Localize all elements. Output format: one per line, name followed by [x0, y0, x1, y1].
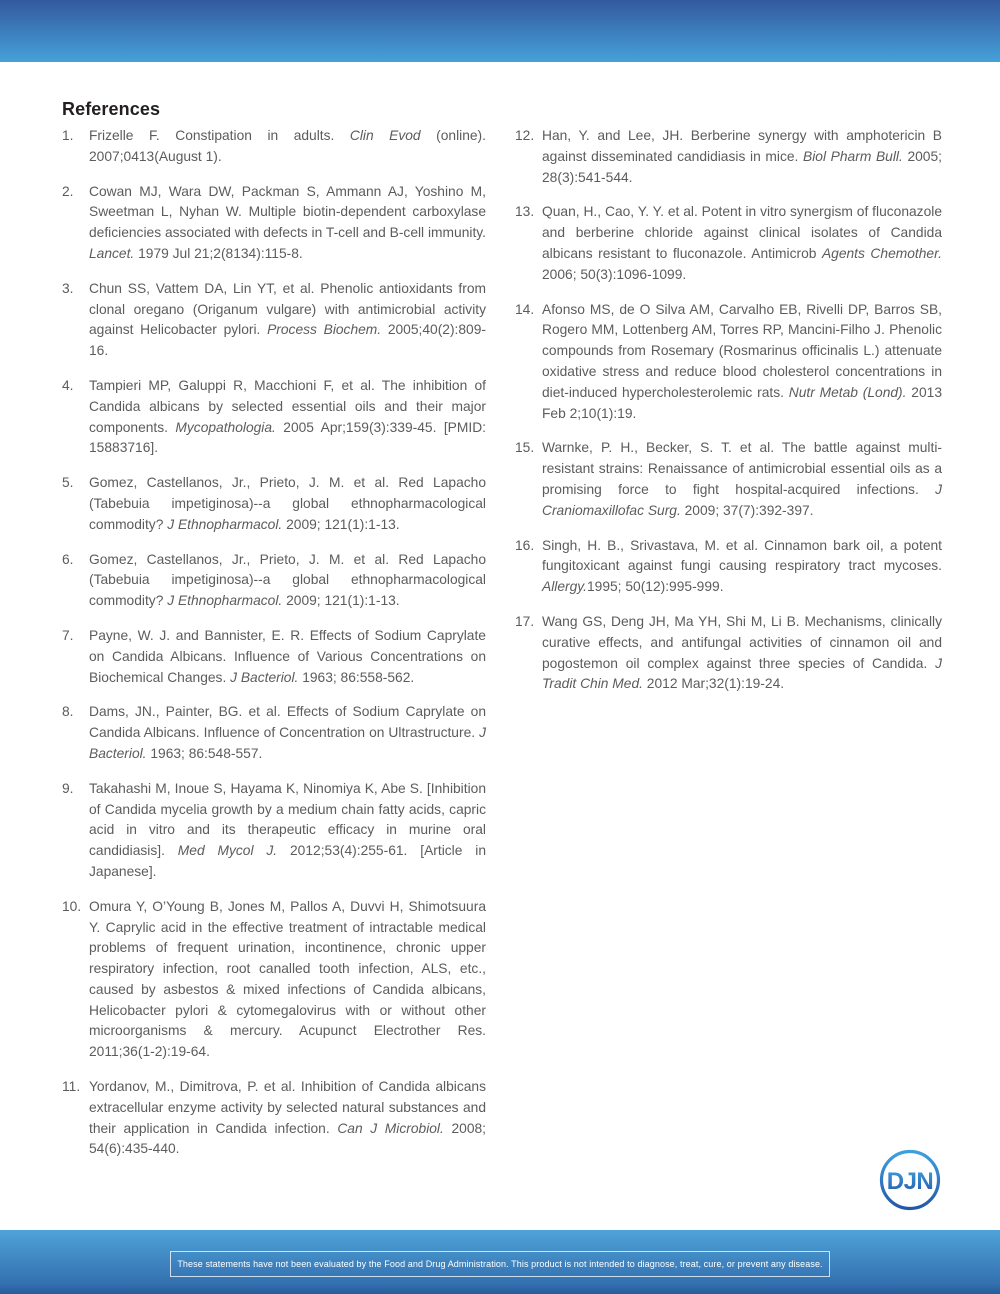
reference-item [62, 126, 486, 168]
reference-text: Chun SS, Vattem DA, Lin YT, et al. Phenolic antioxidants from clonal oregano (Origanum vulgare) with antimicrobial activity against Helicobacter pylori. Process Biochem. 2005;40(2):809-16. [89, 280, 487, 359]
reference-item [515, 300, 942, 425]
reference-text: Afonso MS, de O Silva AM, Carvalho EB, Rivelli DP, Barros SB, Rogero MM, Lottenberg AM, Torres RP, Mancini-Filho J. Phenolic compounds from Rosemary (Rosmarinus officinalis L.) attenuate oxidative stress and reduce blood cholesterol concentrations in diet-induced hypercholesterolemic rats. Nutr Metab (Lond). 2013 Feb 2;10(1):19. [542, 301, 942, 421]
reference-number: 12. [515, 128, 535, 143]
reference-item [62, 897, 486, 1063]
reference-number: 8. [62, 704, 74, 720]
disclaimer-box [170, 1251, 830, 1277]
page-title: References [62, 99, 161, 119]
reference-number: 11. [62, 1079, 81, 1095]
reference-number: 2. [62, 183, 74, 199]
header-gradient-bar [0, 0, 1000, 62]
reference-text: Yordanov, M., Dimitrova, P. et al. Inhibition of Candida albicans extracellular enzyme activity by selected natural substances and their application in Candida infection. Can J Microbiol. 2008; 54(6):435-440. [89, 1079, 487, 1157]
reference-item [515, 438, 942, 521]
reference-text: Frizelle F. Constipation in adults. Clin Evod (online). 2007;0413(August 1). [89, 128, 486, 164]
reference-item [62, 279, 486, 362]
reference-text: Quan, H., Cao, Y. Y. et al. Potent in vitro synergism of fluconazole and berberine chloride against clinical isolates of Candida albicans resistant to fluconazole. Antimicrob Agents Chemother. 2006; 50(3):1096-1099. [542, 204, 943, 282]
reference-item [515, 536, 942, 598]
reference-item [62, 626, 486, 688]
reference-number: 16. [515, 537, 535, 553]
reference-text: Singh, H. B., Srivastava, M. et al. Cinnamon bark oil, a potent fungitoxicant against fungi causing respiratory tract mycoses. Allergy.1995; 50(12):995-999. [542, 537, 942, 595]
reference-item [62, 1077, 486, 1160]
reference-number: 6. [62, 551, 74, 567]
reference-text: Takahashi M, Inoue S, Hayama K, Ninomiya K, Abe S. [Inhibition of Candida mycelia growth by a medium chain fatty acids, capric acid in vitro and its therapeutic efficacy in murine oral candidiasis]. Med Mycol J. 2012;53(4):255-61. [Article in Japanese]. [89, 780, 487, 879]
reference-number: 5. [62, 475, 74, 491]
reference-item [515, 202, 942, 285]
references-column-left [62, 126, 486, 1174]
reference-number: 10. [62, 898, 82, 914]
reference-text: Gomez, Castellanos, Jr., Prieto, J. M. et al. Red Lapacho (Tabebuia impetiginosa)--a global ethnopharmacological commodity? J Ethnopharmacol. 2009; 121(1):1-13. [89, 551, 486, 609]
reference-item [515, 612, 942, 695]
reference-text: Omura Y, O’Young B, Jones M, Pallos A, Duvvi H, Shimotsuura Y. Caprylic acid in the effective treatment of intractable medical problems of frequent urination, incontinence, chronic upper respiratory infection, root canalled tooth infection, ALS, etc., caused by asbestos & mixed infections of Candida albicans, Helicobacter pylori & cytomegalovirus with or without other microorganisms & mercury. Acupunct Electrother Res. 2011;36(1-2):19-64. [89, 898, 486, 1060]
reference-number: 9. [62, 780, 74, 796]
reference-number: 3. [62, 280, 74, 296]
reference-number: 14. [515, 301, 535, 317]
disclaimer-text: These statements have not been evaluated by the Food and Drug Administration. This product is not intended to diagnose, treat, cure, or prevent any disease. [177, 1259, 823, 1269]
reference-item [62, 376, 486, 459]
djn-logo [878, 1148, 942, 1212]
reference-number: 1. [62, 128, 74, 143]
reference-number: 13. [515, 204, 535, 220]
logo-text: DJN [886, 1168, 934, 1195]
reference-number: 7. [62, 627, 74, 643]
reference-text: Dams, JN., Painter, BG. et al. Effects of Sodium Caprylate on Candida Albicans. Influence of Concentration on Ultrastructure. J Bacteriol. 1963; 86:548-557. [89, 704, 486, 761]
reference-number: 4. [62, 377, 74, 393]
reference-item [62, 702, 486, 764]
reference-number: 15. [515, 440, 535, 456]
reference-text: Han, Y. and Lee, JH. Berberine synergy with amphotericin B against disseminated candidiasis in mice. Biol Pharm Bull. 2005; 28(3):541-544. [542, 128, 942, 185]
reference-item [62, 473, 486, 535]
reference-item [515, 126, 942, 188]
reference-text: Wang GS, Deng JH, Ma YH, Shi M, Li B. Mechanisms, clinically curative effects, and antifungal activities of cinnamon oil and pogostemon oil complex against three species of Candida. J Tradit Chin Med. 2012 Mar;32(1):19-24. [542, 613, 942, 692]
reference-number: 17. [515, 613, 535, 629]
reference-text: Payne, W. J. and Bannister, E. R. Effects of Sodium Caprylate on Candida Albicans. Influence of Various Concentrations on Biochemical Changes. J Bacteriol. 1963; 86:558-562. [89, 627, 486, 685]
reference-text: Cowan MJ, Wara DW, Packman S, Ammann AJ, Yoshino M, Sweetman L, Nyhan W. Multiple biotin-dependent carboxylase deficiencies associated with defects in T-cell and B-cell immunity. Lancet. 1979 Jul 21;2(8134):115-8. [89, 183, 486, 261]
footer-gradient-bar [0, 1230, 1000, 1294]
reference-item [62, 550, 486, 612]
reference-item [62, 779, 486, 883]
reference-text: Gomez, Castellanos, Jr., Prieto, J. M. et al. Red Lapacho (Tabebuia impetiginosa)--a global ethnopharmacological commodity? J Ethnopharmacol. 2009; 121(1):1-13. [89, 475, 486, 532]
reference-text: Tampieri MP, Galuppi R, Macchioni F, et al. The inhibition of Candida albicans by selected essential oils and their major components. Mycopathologia. 2005 Apr;159(3):339-45. [PMID: 15883716]. [89, 377, 486, 456]
references-column-right [515, 126, 942, 709]
reference-item [62, 182, 486, 265]
reference-text: Warnke, P. H., Becker, S. T. et al. The battle against multi-resistant strains: Renaissance of antimicrobial essential oils as a promising force to fight hospital-acquired infections. J Craniomaxillofac Surg. 2009; 37(7):392-397. [542, 440, 942, 518]
